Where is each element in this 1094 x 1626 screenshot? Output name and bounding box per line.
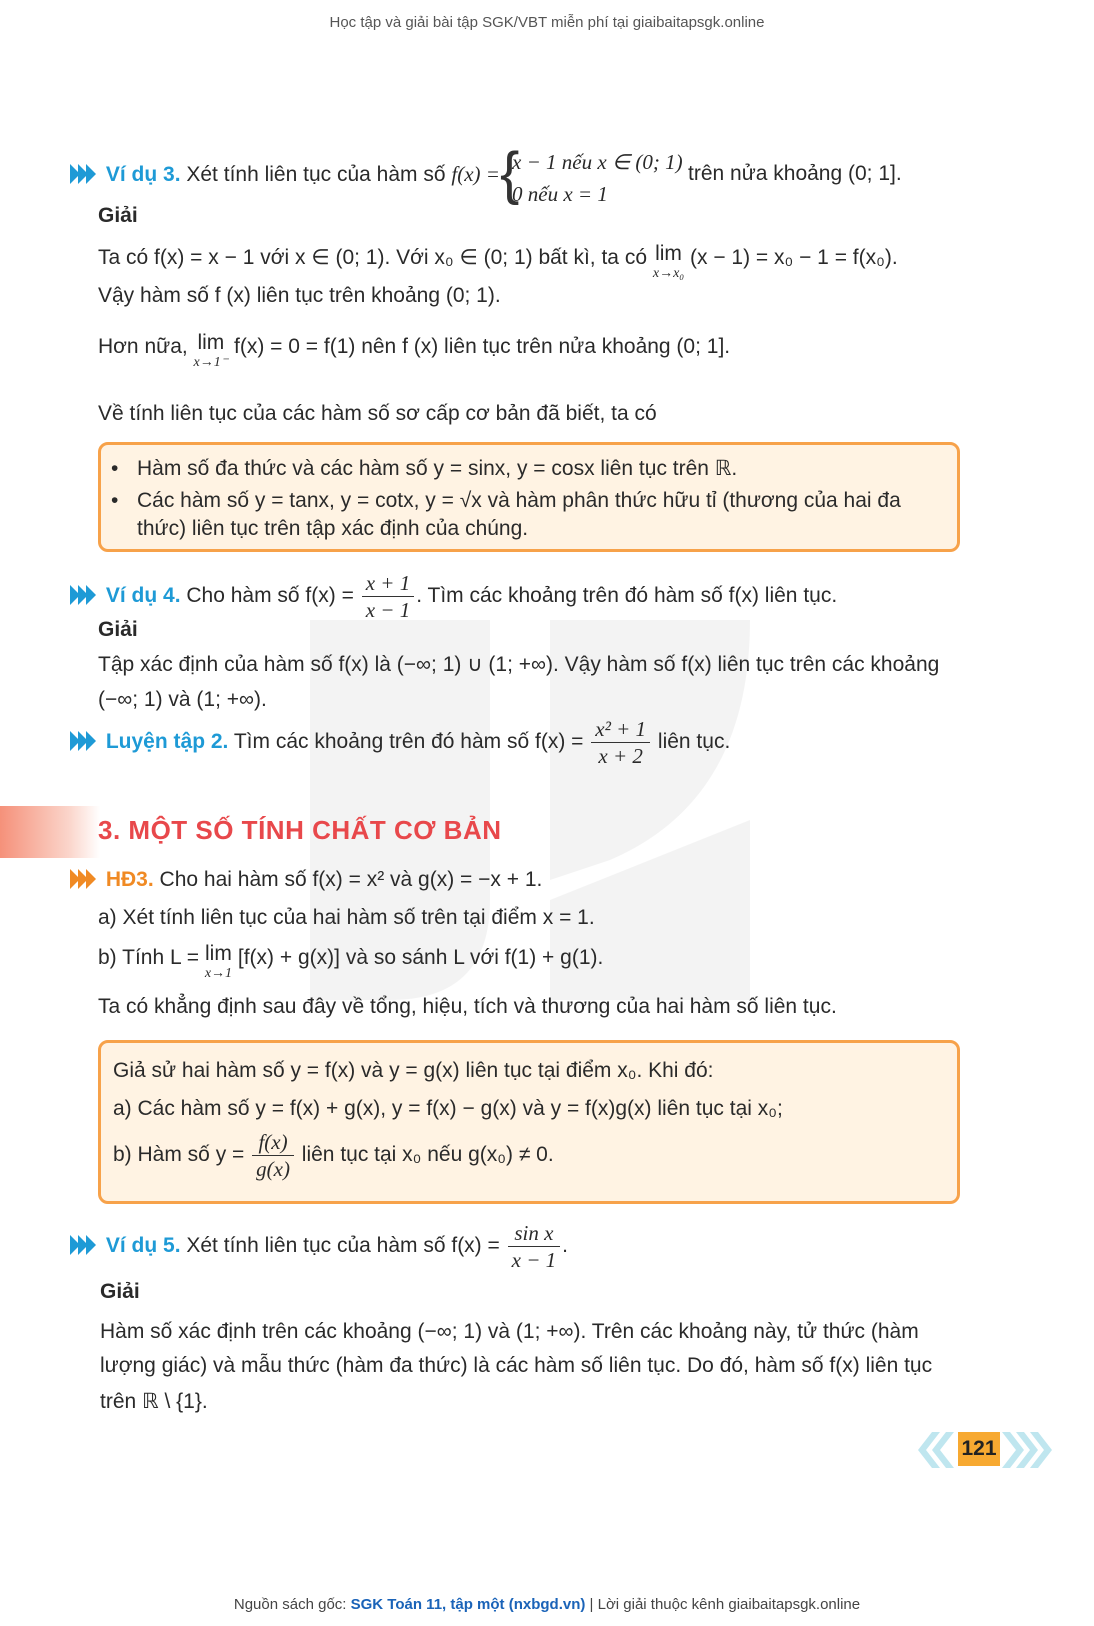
line-3-text-b: liên tục tại x₀ nếu g(x₀) ≠ 0.: [301, 1143, 554, 1166]
activity-3-para: Ta có khẳng định sau đây về tổng, hiệu, tích và thương của hai hàm số liên tục.: [98, 995, 837, 1018]
example-4-para-2: (−∞; 1) và (1; +∞).: [98, 688, 267, 711]
example-5-text-a: Xét tính liên tục của hàm số f(x) =: [186, 1234, 500, 1257]
example-5-para-1: Hàm số xác định trên các khoảng (−∞; 1) và (1; +∞). Trên các khoảng này, tử thức (hàm: [100, 1320, 919, 1343]
box-2-line-3: [113, 1127, 945, 1183]
footer-prefix: Nguồn sách gốc:: [233, 1596, 347, 1613]
section-title: 3. MỘT SỐ TÍNH CHẤT CƠ BẢN: [98, 815, 502, 845]
fraction: [252, 1129, 294, 1182]
activity-3-part-a: a) Xét tính liên tục của hai hàm số trên tại điểm x = 1.: [98, 906, 595, 929]
denominator: x + 2: [598, 743, 643, 768]
denominator: g(x): [256, 1156, 290, 1181]
example-3-para-2: Vậy hàm số f (x) liên tục trên khoảng (0; 1).: [98, 284, 501, 307]
example-4-text-b: . Tìm các khoảng trên đó hàm số f(x) liên tục.: [416, 584, 838, 607]
numerator: x + 1: [362, 570, 415, 597]
solution-heading: Giải: [98, 618, 138, 641]
para-text: f(x) = 0 = f(1) nên f (x) liên tục trên nửa khoảng (0; 1].: [234, 335, 731, 358]
footer-source-link[interactable]: SGK Toán 11, tập một (nxbgd.vn): [350, 1596, 586, 1613]
practice-2-text-a: Tìm các khoảng trên đó hàm số f(x) =: [233, 730, 584, 753]
bullet-1: • Hàm số đa thức và các hàm số y = sinx, y = cosx liên tục trên ℝ.: [101, 455, 957, 483]
lim-word: lim: [205, 942, 232, 965]
brace-icon: {: [500, 141, 520, 206]
lim-sub: x→x₀: [652, 266, 685, 281]
practice-2-text-b: liên tục.: [657, 730, 731, 753]
numerator: sin x: [508, 1220, 561, 1247]
part-b-text-b: [f(x) + g(x)] và so sánh L với f(1) + g(1).: [237, 946, 604, 969]
denominator: x − 1: [511, 1247, 557, 1272]
blue-marker-icon: [70, 164, 96, 184]
lim-sub: x→1: [204, 966, 233, 981]
example-5-text-b: .: [562, 1234, 568, 1257]
limit: [205, 944, 232, 984]
example-5-para-3: trên ℝ \ {1}.: [100, 1390, 208, 1413]
para-text: Ta có f(x) = x − 1 với x ∈ (0; 1). Với x₀ ∈ (0; 1) bất kì, ta có: [98, 246, 648, 269]
info-box-elementary-functions: [98, 442, 960, 552]
line-3-text-a: b) Hàm số y =: [113, 1143, 245, 1166]
bullet-2-line-2: thức) liên tục trên tập xác định của chúng.: [137, 517, 529, 540]
activity-3-statement: [70, 866, 542, 894]
section-band: [0, 806, 100, 858]
blue-marker-icon: [70, 1235, 96, 1255]
example-4-text-a: Cho hàm số f(x) =: [186, 584, 354, 607]
activity-3-text: Cho hai hàm số f(x) = x² và g(x) = −x + 1.: [159, 868, 543, 891]
blue-marker-icon: [70, 731, 96, 751]
para-text: Hơn nữa,: [98, 335, 188, 358]
example-3-label: Ví dụ 3.: [105, 163, 181, 186]
practice-2-statement: [70, 714, 730, 770]
footer-suffix: | Lời giải thuộc kênh giaibaitapsgk.online: [589, 1596, 861, 1613]
solution-heading: Giải: [98, 204, 138, 227]
example-3-text-a: Xét tính liên tục của hàm số: [186, 163, 446, 186]
part-b-text-a: b) Tính L =: [98, 946, 199, 969]
numerator: f(x): [252, 1129, 294, 1156]
bullet-2: [101, 487, 957, 543]
example-5-label: Ví dụ 5.: [105, 1234, 181, 1257]
blue-marker-icon: [70, 585, 96, 605]
lim-sub: x→1⁻: [193, 355, 229, 370]
example-3-text-b: trên nửa khoảng (0; 1].: [688, 162, 902, 185]
fraction: [591, 716, 650, 769]
info-box-continuity-properties: [98, 1040, 960, 1204]
example-3-para-4: Về tính liên tục của các hàm số sơ cấp cơ bản đã biết, ta có: [98, 402, 657, 425]
example-5-statement: [70, 1218, 568, 1274]
page-number: 121: [958, 1432, 1000, 1466]
solution-heading: Giải: [100, 1280, 140, 1303]
case-2: 0 nếu x = 1: [512, 182, 608, 206]
fraction: [508, 1220, 561, 1273]
lim-word: lim: [197, 331, 225, 354]
lim-word: lim: [655, 242, 682, 265]
example-4-label: Ví dụ 4.: [105, 584, 181, 607]
case-1: x − 1 nếu x ∈ (0; 1): [512, 150, 683, 174]
limit: [653, 244, 684, 284]
para-text: (x − 1) = x₀ − 1 = f(x₀).: [690, 246, 898, 269]
example-5-para-2: lượng giác) và mẫu thức (hàm đa thức) là các hàm số liên tục. Do đó, hàm số f(x) liên tục: [100, 1354, 933, 1377]
numerator: x² + 1: [591, 716, 650, 743]
limit: [194, 333, 229, 373]
example-4-statement: [70, 568, 837, 624]
bullet-2-line-1: • Các hàm số y = tanx, y = cotx, y = √x và hàm phân thức hữu tỉ (thương của hai đa: [137, 489, 901, 512]
example-3-para-1: [98, 244, 898, 284]
activity-3-part-b: [98, 944, 603, 984]
example-4-para-1: Tập xác định của hàm số f(x) là (−∞; 1) ∪ (1; +∞). Vậy hàm số f(x) liên tục trên các khoảng: [98, 653, 940, 676]
fraction: [362, 570, 415, 623]
activity-3-label: HĐ3.: [105, 868, 154, 891]
box-2-line-1: Giả sử hai hàm số y = f(x) và y = g(x) liên tục tại điểm x₀. Khi đó:: [113, 1059, 714, 1082]
orange-marker-icon: [70, 869, 96, 889]
denominator: x − 1: [365, 597, 411, 622]
header-note: Học tập và giải bài tập SGK/VBT miễn phí tại giaibaitapsgk.online: [329, 14, 765, 31]
piecewise-cases: [512, 146, 683, 210]
example-3-para-3: [98, 333, 730, 373]
footer-note: [0, 1596, 1094, 1613]
practice-2-label: Luyện tập 2.: [105, 730, 229, 753]
example-3-statement: Ví dụ 3. Xét tính liên tục của hàm số f(x) =: [70, 160, 500, 189]
box-2-line-2: a) Các hàm số y = f(x) + g(x), y = f(x) − g(x) và y = f(x)g(x) liên tục tại x₀;: [113, 1097, 783, 1120]
